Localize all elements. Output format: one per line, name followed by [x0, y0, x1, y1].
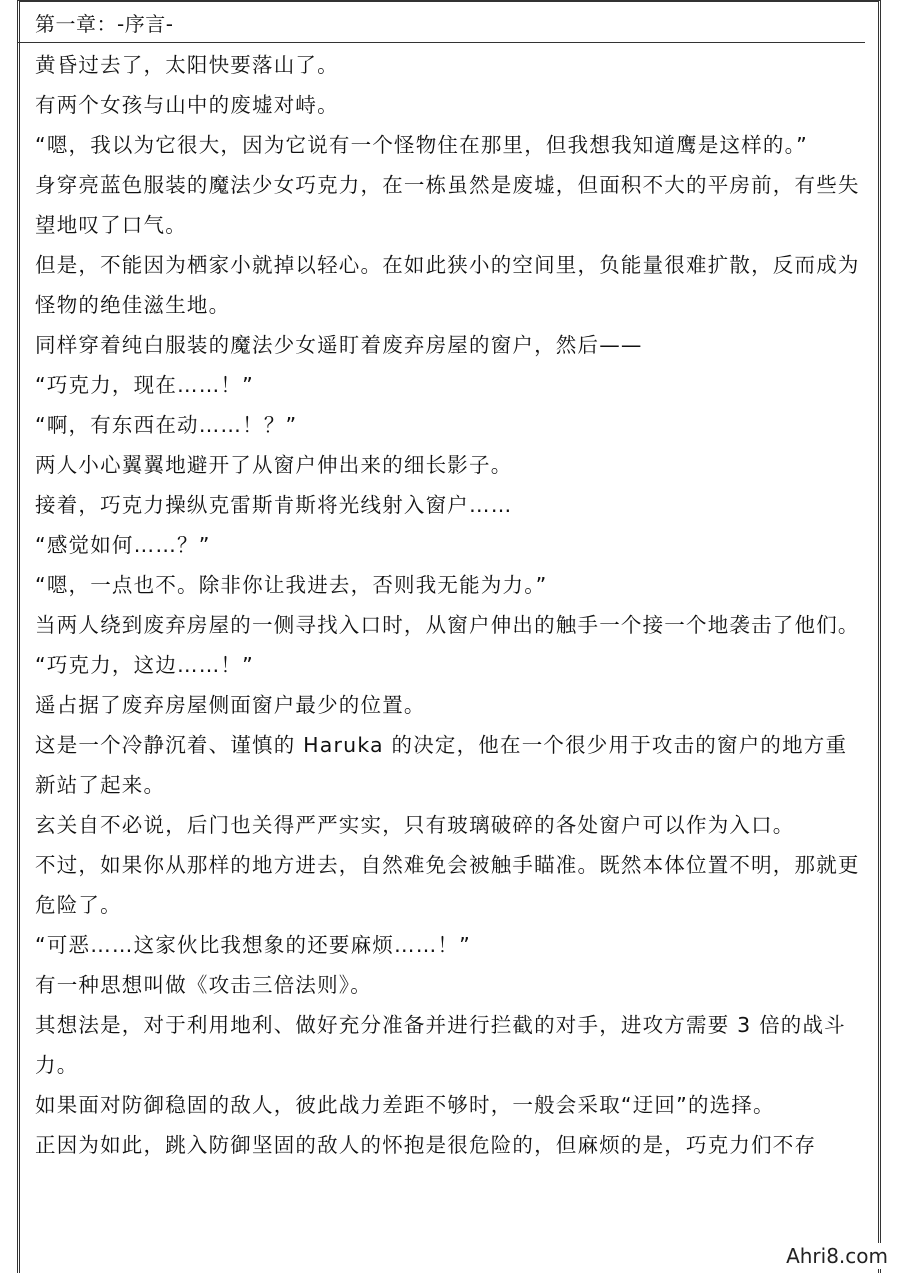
paragraph: 不过，如果你从那样的地方进去，自然难免会被触手瞄准。既然本体位置不明，那就更危险了。	[35, 853, 860, 917]
paragraph: 接着，巧克力操纵克雷斯肯斯将光线射入窗户……	[35, 493, 513, 517]
paragraph: 有一种思想叫做《攻击三倍法则》。	[35, 973, 372, 997]
paragraph: “嗯，我以为它很大，因为它说有一个怪物住在那里，但我想我知道鹰是这样的。”	[35, 133, 808, 157]
paragraph: “巧克力，现在……！”	[35, 373, 254, 397]
paragraph: 当两人绕到废弃房屋的一侧寻找入口时，从窗户伸出的触手一个接一个地袭击了他们。	[35, 613, 860, 637]
paragraph: 两人小心翼翼地避开了从窗户伸出来的细长影子。	[35, 453, 513, 477]
chapter-title: 第一章：-序言-	[17, 6, 865, 43]
paragraph: 身穿亮蓝色服装的魔法少女巧克力，在一栋虽然是废墟，但面积不大的平房前，有些失望地叹了口气。	[35, 173, 860, 237]
paragraph: 遥占据了废弃房屋侧面窗户最少的位置。	[35, 693, 426, 717]
paragraph: “可恶……这家伙比我想象的还要麻烦……！”	[35, 933, 471, 957]
paragraph: 黄昏过去了，太阳快要落山了。	[35, 53, 339, 77]
paragraph: 这是一个冷静沉着、谨慎的 Haruka 的决定，他在一个很少用于攻击的窗户的地方重新站了起来。	[35, 733, 848, 797]
paragraph: 如果面对防御稳固的敌人，彼此战力差距不够时，一般会采取“迂回”的选择。	[35, 1093, 775, 1117]
paragraph: 同样穿着纯白服装的魔法少女遥盯着废弃房屋的窗户，然后——	[35, 333, 643, 357]
paragraph: “啊，有东西在动……！？”	[35, 413, 298, 437]
paragraph: 但是，不能因为栖家小就掉以轻心。在如此狭小的空间里，负能量很难扩散，反而成为怪物的绝佳滋生地。	[35, 253, 860, 317]
paragraph: 正因为如此，跳入防御坚固的敌人的怀抱是很危险的，但麻烦的是，巧克力们不存	[35, 1133, 817, 1157]
paragraph: 玄关自不必说，后门也关得严严实实，只有玻璃破碎的各处窗户可以作为入口。	[35, 813, 795, 837]
watermark-text: Ahri8.com	[782, 1243, 892, 1269]
paragraph: 其想法是，对于利用地利、做好充分准备并进行拦截的对手，进攻方需要 3 倍的战斗力。	[35, 1013, 846, 1077]
document-body	[35, 6, 865, 1165]
paragraph: 有两个女孩与山中的废墟对峙。	[35, 93, 339, 117]
paragraph: “感觉如何……？”	[35, 533, 211, 557]
paragraph: “嗯，一点也不。除非你让我进去，否则我无能为力。”	[35, 573, 548, 597]
paragraph: “巧克力，这边……！”	[35, 653, 254, 677]
